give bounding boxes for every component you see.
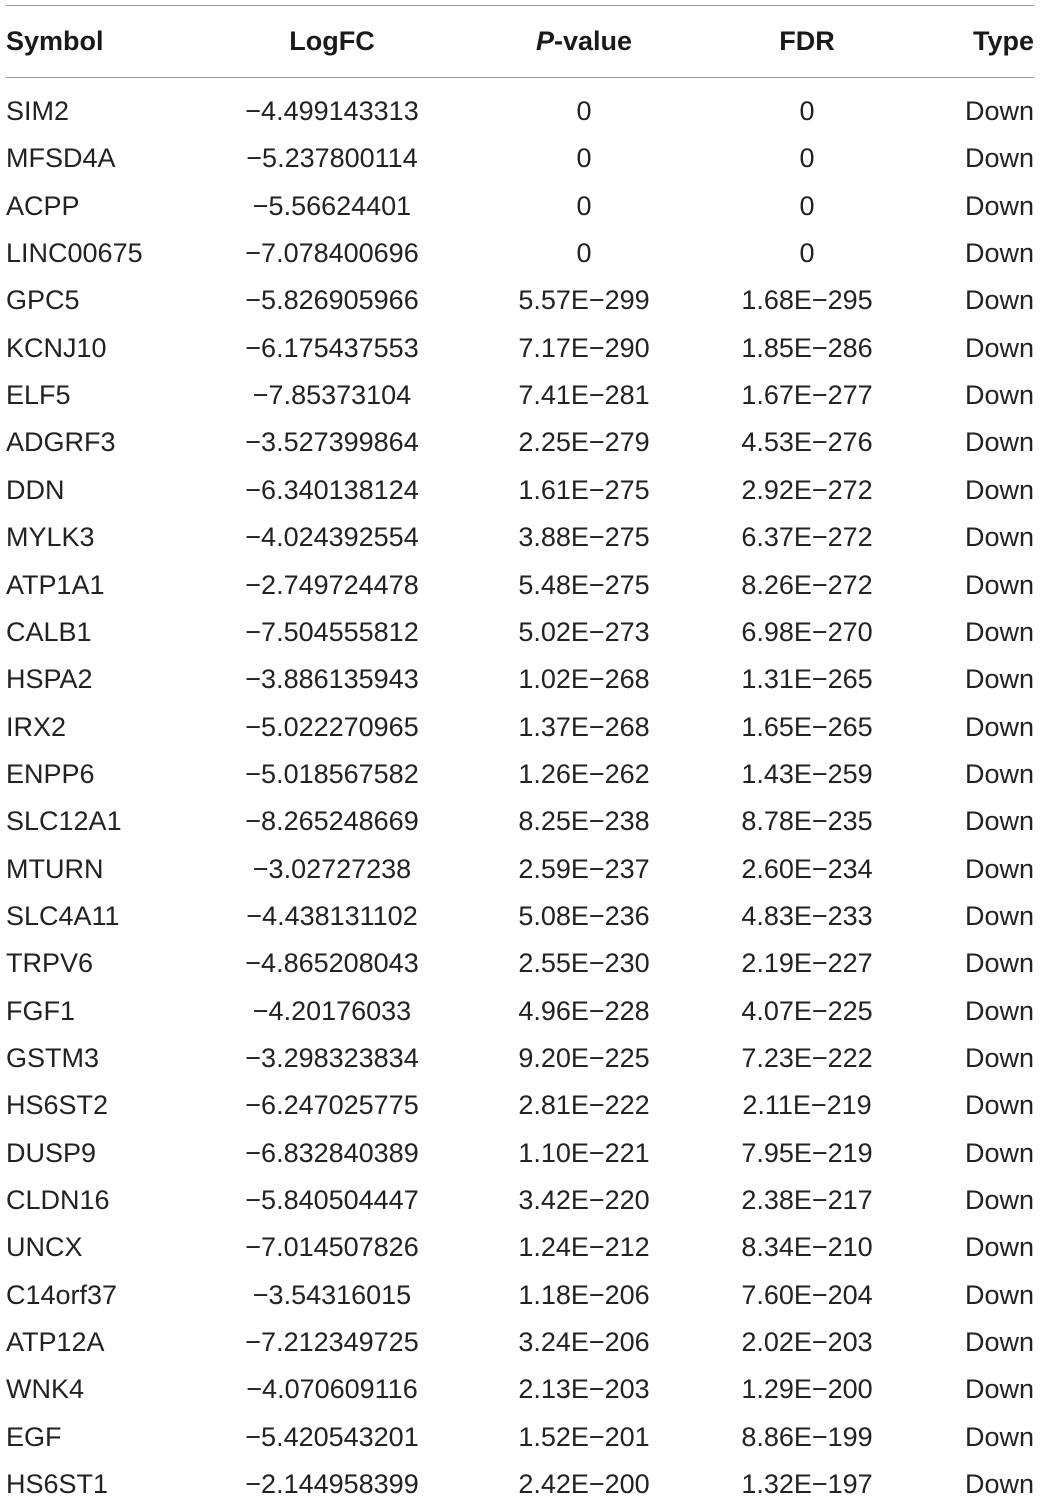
cell-type: Down <box>964 1137 1034 1168</box>
cell-logfc: −5.237800114 <box>246 143 418 174</box>
cell-pvalue: 1.18E−206 <box>518 1279 650 1310</box>
cell-symbol: CALB1 <box>6 616 92 647</box>
cell-fdr: 7.95E−219 <box>741 1137 873 1168</box>
cell-logfc: −6.247025775 <box>245 1090 419 1121</box>
cell-symbol: GSTM3 <box>6 1043 100 1073</box>
header-type: Type <box>972 25 1034 56</box>
cell-type: Down <box>964 853 1034 884</box>
cell-fdr: 4.07E−225 <box>741 995 873 1026</box>
cell-logfc: −6.340138124 <box>245 474 419 505</box>
cell-logfc: −3.527399864 <box>245 427 419 458</box>
cell-pvalue: 0 <box>576 238 592 269</box>
table-row <box>0 940 1040 987</box>
cell-symbol: TRPV6 <box>6 948 94 979</box>
header-pvalue <box>484 18 684 64</box>
cell-pvalue: 5.57E−299 <box>518 285 650 316</box>
cell-logfc: −4.499143313 <box>245 96 419 126</box>
cell-fdr: 1.43E−259 <box>741 758 873 789</box>
table-row <box>0 1035 1040 1082</box>
cell-logfc: −4.070609116 <box>246 1374 418 1405</box>
cell-pvalue: 1.26E−262 <box>518 758 650 789</box>
cell-fdr: 0 <box>799 190 815 221</box>
cell-pvalue: 7.17E−290 <box>518 332 650 363</box>
cell-fdr: 8.34E−210 <box>741 1232 873 1263</box>
cell-type: Down <box>964 1421 1034 1452</box>
cell-type: Down <box>964 190 1034 221</box>
header-fdr: FDR <box>779 25 835 56</box>
table-row <box>0 1414 1040 1461</box>
cell-fdr: 1.29E−200 <box>741 1374 873 1405</box>
cell-fdr: 1.67E−277 <box>741 380 873 411</box>
cell-symbol: MYLK3 <box>6 522 95 553</box>
cell-logfc: −5.420543201 <box>245 1421 419 1452</box>
table-row <box>0 1177 1040 1224</box>
cell-symbol: LINC00675 <box>6 238 143 269</box>
table-row <box>0 419 1040 466</box>
table-row <box>0 1366 1040 1413</box>
cell-pvalue: 7.41E−281 <box>518 380 650 411</box>
cell-type: Down <box>964 758 1034 789</box>
cell-fdr: 6.37E−272 <box>741 522 873 553</box>
cell-pvalue: 3.24E−206 <box>518 1327 650 1358</box>
cell-symbol: HS6ST1 <box>6 1469 109 1500</box>
cell-logfc: −3.298323834 <box>245 1043 419 1073</box>
cell-fdr: 0 <box>799 238 815 269</box>
cell-type: Down <box>964 427 1034 458</box>
cell-fdr: 1.31E−265 <box>741 664 873 695</box>
cell-pvalue: 1.37E−268 <box>518 711 650 742</box>
cell-type: Down <box>964 1374 1034 1405</box>
cell-logfc: −8.265248669 <box>245 806 419 837</box>
cell-symbol: MFSD4A <box>6 143 116 174</box>
cell-type: Down <box>964 380 1034 411</box>
cell-logfc: −5.022270965 <box>245 711 419 742</box>
table-row <box>0 514 1040 561</box>
cell-symbol: SIM2 <box>6 96 70 126</box>
cell-pvalue: 1.02E−268 <box>518 664 650 695</box>
cell-fdr: 8.78E−235 <box>741 806 873 837</box>
cell-logfc: −5.56624401 <box>252 190 412 221</box>
cell-type: Down <box>964 1232 1034 1263</box>
cell-logfc: −4.024392554 <box>245 522 419 553</box>
cell-pvalue: 2.81E−222 <box>518 1090 650 1121</box>
table-row <box>0 1082 1040 1129</box>
cell-pvalue: 9.20E−225 <box>518 1043 650 1073</box>
table-top-rule <box>6 5 1034 6</box>
cell-pvalue: 4.96E−228 <box>518 995 650 1026</box>
header-pvalue-rest: -value <box>553 25 633 56</box>
cell-type: Down <box>964 96 1034 126</box>
cell-logfc: −3.54316015 <box>252 1279 412 1310</box>
cell-logfc: −4.865208043 <box>245 948 419 979</box>
cell-type: Down <box>964 569 1034 600</box>
table-row <box>0 183 1040 230</box>
cell-symbol: MTURN <box>6 853 104 884</box>
cell-fdr: 8.86E−199 <box>741 1421 873 1452</box>
cell-pvalue: 1.61E−275 <box>518 474 650 505</box>
cell-symbol: CLDN16 <box>6 1185 110 1216</box>
table-row <box>0 1130 1040 1177</box>
cell-type: Down <box>964 522 1034 553</box>
cell-logfc: −6.175437553 <box>245 332 419 363</box>
cell-type: Down <box>964 1327 1034 1358</box>
cell-logfc: −7.078400696 <box>245 238 419 269</box>
cell-logfc: −7.504555812 <box>245 616 419 647</box>
cell-pvalue: 2.25E−279 <box>518 427 650 458</box>
cell-pvalue: 5.08E−236 <box>518 900 650 931</box>
table-row <box>0 230 1040 277</box>
cell-fdr: 4.83E−233 <box>741 900 873 931</box>
cell-fdr: 8.26E−272 <box>741 569 873 600</box>
cell-symbol: IRX2 <box>6 711 67 742</box>
cell-type: Down <box>964 1469 1034 1500</box>
cell-logfc: −3.886135943 <box>245 664 419 695</box>
table-row <box>0 467 1040 514</box>
cell-type: Down <box>964 616 1034 647</box>
cell-pvalue: 3.88E−275 <box>518 522 650 553</box>
table-row <box>0 372 1040 419</box>
cell-type: Down <box>964 332 1034 363</box>
cell-type: Down <box>964 995 1034 1026</box>
cell-pvalue: 0 <box>576 143 592 174</box>
cell-type: Down <box>964 664 1034 695</box>
cell-fdr: 4.53E−276 <box>741 427 873 458</box>
cell-pvalue: 2.42E−200 <box>518 1469 650 1500</box>
cell-pvalue: 2.59E−237 <box>518 853 650 884</box>
cell-pvalue: 0 <box>576 190 592 221</box>
cell-symbol: DDN <box>6 474 65 505</box>
cell-type: Down <box>964 948 1034 979</box>
cell-fdr: 2.60E−234 <box>741 853 873 884</box>
cell-pvalue: 1.52E−201 <box>518 1421 650 1452</box>
table-row <box>0 798 1040 845</box>
cell-type: Down <box>964 285 1034 316</box>
cell-logfc: −4.438131102 <box>246 900 418 931</box>
cell-pvalue: 1.24E−212 <box>518 1232 650 1263</box>
table-row <box>0 135 1040 182</box>
cell-fdr: 1.32E−197 <box>741 1469 873 1500</box>
cell-logfc: −7.212349725 <box>245 1327 419 1358</box>
cell-type: Down <box>964 1043 1034 1073</box>
cell-pvalue: 5.48E−275 <box>518 569 650 600</box>
cell-fdr: 0 <box>799 96 815 126</box>
table-header-row <box>0 18 1040 64</box>
table-row <box>0 1272 1040 1319</box>
cell-symbol: C14orf37 <box>6 1279 118 1310</box>
cell-fdr: 7.23E−222 <box>741 1043 873 1073</box>
cell-symbol: GPC5 <box>6 285 80 316</box>
cell-logfc: −5.826905966 <box>245 285 419 316</box>
cell-type: Down <box>964 238 1034 269</box>
cell-fdr: 2.02E−203 <box>741 1327 873 1358</box>
table-row <box>0 656 1040 703</box>
cell-symbol: ENPP6 <box>6 758 95 789</box>
table-row <box>0 893 1040 940</box>
cell-fdr: 6.98E−270 <box>741 616 873 647</box>
cell-fdr: 2.38E−217 <box>741 1185 873 1216</box>
cell-fdr: 7.60E−204 <box>741 1279 873 1310</box>
cell-symbol: SLC12A1 <box>6 806 122 837</box>
table-row <box>0 751 1040 798</box>
cell-logfc: −4.20176033 <box>252 995 412 1026</box>
cell-pvalue: 3.42E−220 <box>518 1185 650 1216</box>
cell-symbol: ATP1A1 <box>6 569 105 600</box>
cell-type: Down <box>964 1090 1034 1121</box>
cell-fdr: 1.65E−265 <box>741 711 873 742</box>
cell-pvalue: 1.10E−221 <box>518 1137 650 1168</box>
cell-type: Down <box>964 806 1034 837</box>
cell-type: Down <box>964 1185 1034 1216</box>
cell-pvalue: 2.55E−230 <box>518 948 650 979</box>
cell-type: Down <box>964 143 1034 174</box>
cell-symbol: FGF1 <box>6 995 76 1026</box>
cell-symbol: WNK4 <box>6 1374 85 1405</box>
cell-fdr: 1.85E−286 <box>741 332 873 363</box>
cell-type: Down <box>964 474 1034 505</box>
cell-logfc: −2.144958399 <box>245 1469 419 1500</box>
cell-type: Down <box>964 1279 1034 1310</box>
cell-fdr: 1.68E−295 <box>741 285 873 316</box>
header-pvalue-italic: P <box>535 25 554 56</box>
cell-symbol: ATP12A <box>6 1327 105 1358</box>
table-row <box>0 562 1040 609</box>
cell-logfc: −5.018567582 <box>245 758 419 789</box>
cell-symbol: EGF <box>6 1421 62 1452</box>
cell-symbol: UNCX <box>6 1232 83 1263</box>
cell-symbol: KCNJ10 <box>6 332 107 363</box>
cell-symbol: HS6ST2 <box>6 1090 109 1121</box>
cell-symbol: HSPA2 <box>6 664 93 695</box>
cell-fdr: 2.19E−227 <box>741 948 873 979</box>
cell-pvalue: 5.02E−273 <box>518 616 650 647</box>
table-row <box>0 704 1040 751</box>
header-symbol: Symbol <box>6 25 104 56</box>
table-row <box>0 277 1040 324</box>
cell-symbol: SLC4A11 <box>6 900 120 931</box>
cell-pvalue: 8.25E−238 <box>518 806 650 837</box>
cell-logfc: −2.749724478 <box>245 569 419 600</box>
table-row <box>0 846 1040 893</box>
cell-logfc: −7.85373104 <box>252 380 412 411</box>
table-header-rule <box>6 77 1034 78</box>
table-row <box>0 988 1040 1035</box>
cell-symbol: DUSP9 <box>6 1137 97 1168</box>
cell-fdr: 2.11E−219 <box>742 1090 872 1121</box>
cell-symbol: ELF5 <box>6 380 71 411</box>
table-row <box>0 325 1040 372</box>
cell-pvalue: 2.13E−203 <box>518 1374 650 1405</box>
table-row <box>0 1224 1040 1271</box>
cell-logfc: −6.832840389 <box>245 1137 419 1168</box>
cell-logfc: −3.02727238 <box>252 853 412 884</box>
cell-logfc: −5.840504447 <box>245 1185 419 1216</box>
cell-type: Down <box>964 711 1034 742</box>
header-logfc: LogFC <box>289 25 375 56</box>
cell-symbol: ACPP <box>6 190 80 221</box>
table-row <box>0 1319 1040 1366</box>
cell-logfc: −7.014507826 <box>245 1232 419 1263</box>
table-row <box>0 88 1040 135</box>
table-row <box>0 609 1040 656</box>
cell-pvalue: 0 <box>576 96 592 126</box>
cell-fdr: 0 <box>799 143 815 174</box>
cell-fdr: 2.92E−272 <box>741 474 873 505</box>
cell-type: Down <box>964 900 1034 931</box>
cell-symbol: ADGRF3 <box>6 427 116 458</box>
